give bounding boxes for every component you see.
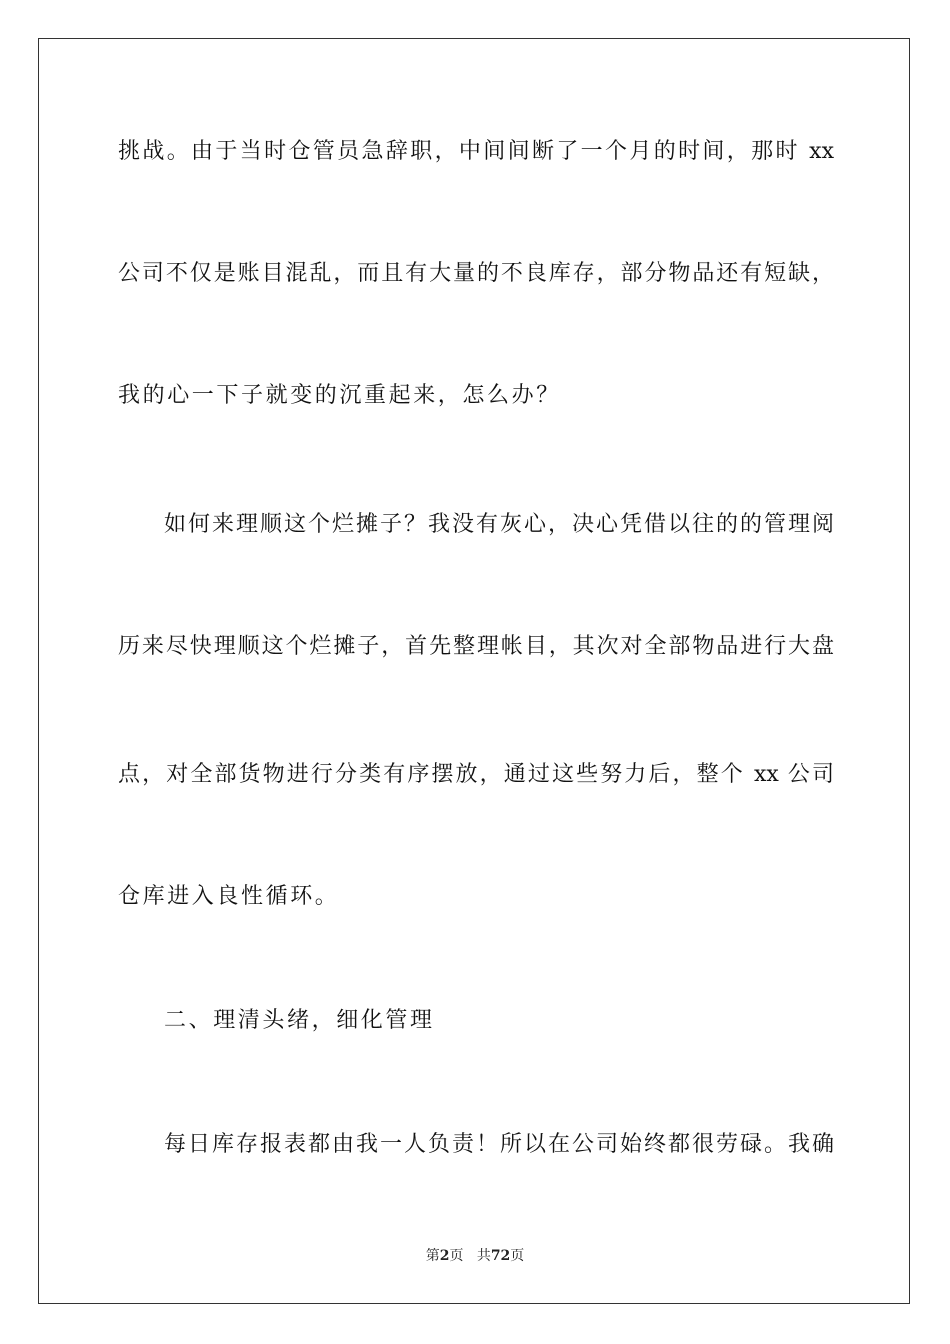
body-line-5: 历来尽快理顺这个烂摊子，首先整理帐目，其次对全部物品进行大盘: [118, 634, 834, 659]
body-line-3: 我的心一下子就变的沉重起来，怎么办？: [118, 383, 561, 408]
section-heading: 二、理清头绪，细化管理: [164, 1008, 435, 1033]
page-number: 2: [439, 1248, 450, 1264]
total-pages: 72: [490, 1248, 511, 1264]
total-prefix: 共: [476, 1248, 491, 1264]
page-border: [38, 38, 910, 1304]
body-line-4: 如何来理顺这个烂摊子？我没有灰心，决心凭借以往的的管理阅: [164, 512, 834, 537]
page-footer: [0, 1246, 950, 1266]
page-prefix: 第: [425, 1248, 440, 1264]
body-line-2: 公司不仅是账目混乱，而且有大量的不良库存，部分物品还有短缺，: [118, 261, 834, 286]
body-line-6: 点，对全部货物进行分类有序摆放，通过这些努力后，整个 xx 公司: [118, 762, 834, 787]
page-suffix: 页: [449, 1248, 464, 1264]
body-line-1: 挑战。由于当时仓管员急辞职，中间间断了一个月的时间，那时 xx: [118, 139, 834, 164]
total-suffix: 页: [510, 1248, 525, 1264]
body-line-7: 仓库进入良性循环。: [118, 884, 340, 909]
body-line-9: 每日库存报表都由我一人负责！所以在公司始终都很劳碌。我确: [164, 1132, 834, 1157]
